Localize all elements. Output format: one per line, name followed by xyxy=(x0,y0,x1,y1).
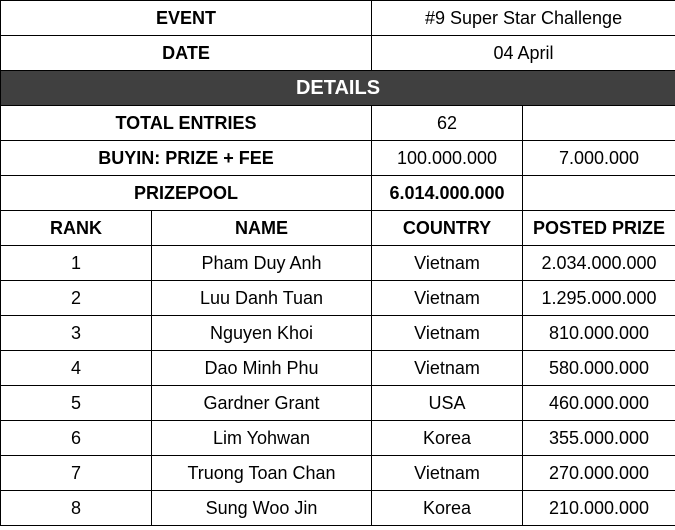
table-header-row xyxy=(1,211,675,246)
header-posted-prize: POSTED PRIZE xyxy=(523,211,675,246)
posted-prize-cell: 270.000.000 xyxy=(523,456,675,491)
rank-cell: 8 xyxy=(1,491,152,526)
date-value: 04 April xyxy=(372,36,675,71)
empty-cell xyxy=(523,176,675,211)
prizepool-label: PRIZEPOOL xyxy=(1,176,372,211)
buyin-fee: 7.000.000 xyxy=(523,141,675,176)
country-cell: Korea xyxy=(372,491,523,526)
country-cell: Vietnam xyxy=(372,246,523,281)
empty-cell xyxy=(523,106,675,141)
table-row xyxy=(1,421,675,456)
event-label: EVENT xyxy=(1,1,372,36)
table-row xyxy=(1,456,675,491)
rank-cell: 1 xyxy=(1,246,152,281)
country-cell: Vietnam xyxy=(372,351,523,386)
name-cell: Luu Danh Tuan xyxy=(152,281,372,316)
total-entries-row xyxy=(1,106,675,141)
details-banner-row xyxy=(1,71,675,106)
header-rank: RANK xyxy=(1,211,152,246)
header-name: NAME xyxy=(152,211,372,246)
event-row xyxy=(1,1,675,36)
table-row xyxy=(1,351,675,386)
posted-prize-cell: 460.000.000 xyxy=(523,386,675,421)
rank-cell: 6 xyxy=(1,421,152,456)
rank-cell: 5 xyxy=(1,386,152,421)
posted-prize-cell: 210.000.000 xyxy=(523,491,675,526)
table-row xyxy=(1,281,675,316)
name-cell: Nguyen Khoi xyxy=(152,316,372,351)
posted-prize-cell: 1.295.000.000 xyxy=(523,281,675,316)
name-cell: Sung Woo Jin xyxy=(152,491,372,526)
table-row xyxy=(1,316,675,351)
posted-prize-cell: 810.000.000 xyxy=(523,316,675,351)
posted-prize-cell: 2.034.000.000 xyxy=(523,246,675,281)
name-cell: Lim Yohwan xyxy=(152,421,372,456)
date-label: DATE xyxy=(1,36,372,71)
event-value: #9 Super Star Challenge xyxy=(372,1,675,36)
rank-cell: 3 xyxy=(1,316,152,351)
country-cell: Vietnam xyxy=(372,316,523,351)
table-row xyxy=(1,491,675,526)
prizepool-row xyxy=(1,176,675,211)
details-banner: DETAILS xyxy=(1,71,675,106)
name-cell: Dao Minh Phu xyxy=(152,351,372,386)
table-row xyxy=(1,246,675,281)
country-cell: USA xyxy=(372,386,523,421)
posted-prize-cell: 355.000.000 xyxy=(523,421,675,456)
prizepool-value: 6.014.000.000 xyxy=(372,176,523,211)
name-cell: Truong Toan Chan xyxy=(152,456,372,491)
date-row xyxy=(1,36,675,71)
rank-cell: 2 xyxy=(1,281,152,316)
rank-cell: 4 xyxy=(1,351,152,386)
rank-cell: 7 xyxy=(1,456,152,491)
buyin-prize: 100.000.000 xyxy=(372,141,523,176)
total-entries-value: 62 xyxy=(372,106,523,141)
name-cell: Pham Duy Anh xyxy=(152,246,372,281)
country-cell: Korea xyxy=(372,421,523,456)
table-row xyxy=(1,386,675,421)
posted-prize-cell: 580.000.000 xyxy=(523,351,675,386)
country-cell: Vietnam xyxy=(372,281,523,316)
buyin-row xyxy=(1,141,675,176)
total-entries-label: TOTAL ENTRIES xyxy=(1,106,372,141)
country-cell: Vietnam xyxy=(372,456,523,491)
header-country: COUNTRY xyxy=(372,211,523,246)
name-cell: Gardner Grant xyxy=(152,386,372,421)
buyin-label: BUYIN: PRIZE + FEE xyxy=(1,141,372,176)
